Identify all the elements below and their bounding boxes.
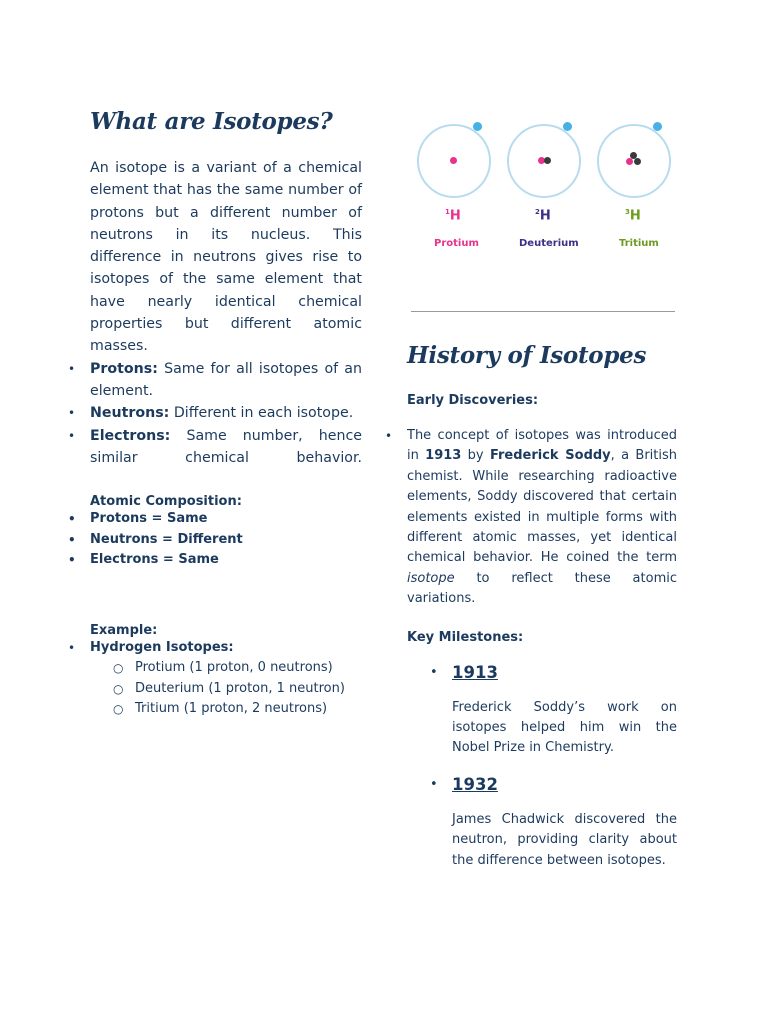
milestone-1913 xyxy=(430,662,677,759)
list-item: • Neutrons = Different xyxy=(90,530,362,551)
term-highlight: isotope xyxy=(407,570,455,586)
bullet-icon: • xyxy=(68,512,76,527)
list-item xyxy=(68,358,362,403)
deuterium-atom xyxy=(507,124,579,196)
bullet-icon: • xyxy=(430,664,438,680)
list-item: ○ Tritium (1 proton, 2 neutrons) xyxy=(135,699,362,719)
item-label: Protons: xyxy=(90,360,158,377)
left-column xyxy=(68,108,362,720)
item-text: Different in each isotope. xyxy=(173,405,354,422)
right-column xyxy=(385,118,678,871)
list-item: • Electrons = Same xyxy=(90,550,362,571)
proton-dot xyxy=(450,157,457,164)
early-list xyxy=(385,426,678,610)
page-title: What are Isotopes? xyxy=(90,108,333,135)
electron-dot xyxy=(653,122,662,131)
deuterium-symbol: $^2$H xyxy=(535,208,551,224)
bullet-icon: • xyxy=(385,429,393,443)
person-highlight: Frederick Soddy xyxy=(489,448,611,464)
neutron-dot xyxy=(634,158,641,165)
item-text: Same for all isotopes of an element. xyxy=(90,360,362,399)
list-item: • The concept of isotopes was introduced in 1913 by Frederick Soddy, a British chemist. While researching radioactive elements, Soddy discovered that certain elements existed in multiple forms with different atomic masses, yet identical chemical behavior. He coined the term isotope to reflect these atomic variations. xyxy=(385,428,678,607)
protium-atom xyxy=(417,124,489,196)
milestone-year: 1913 xyxy=(452,662,498,682)
list-item: • Protons = Same xyxy=(90,509,362,530)
history-title: History of Isotopes xyxy=(407,342,647,369)
electron-dot xyxy=(563,122,572,131)
milestone-text: Frederick Soddy’s work on isotopes helped him win the Nobel Prize in Chemistry. xyxy=(452,699,677,756)
intro-paragraph: An isotope is a variant of a chemical element that has the same number of protons but a different number of neutrons in its nucleus. This difference in neutrons gives rise to isotopes of the same element that have nearly identical chemical properties but different atomic masses. xyxy=(90,160,362,355)
circle-bullet-icon: ○ xyxy=(113,681,124,696)
list-item xyxy=(68,402,362,424)
composition-heading: Atomic Composition: xyxy=(90,494,242,510)
year-highlight: 1913 xyxy=(425,448,462,464)
electron-dot xyxy=(473,122,482,131)
bullet-icon: • xyxy=(68,532,76,547)
list-item xyxy=(68,425,362,470)
section-divider xyxy=(411,311,675,312)
protium-symbol: $^1$H xyxy=(445,208,461,224)
item-label: Electrons: xyxy=(90,427,171,444)
composition-list xyxy=(68,509,362,571)
milestone-1932 xyxy=(430,774,677,871)
example-sublist xyxy=(90,658,362,719)
tritium-label: Tritium xyxy=(619,238,659,249)
item-text: Same number, hence similar chemical behavior. xyxy=(90,427,362,466)
bullet-icon: • xyxy=(430,776,438,792)
list-item: • Hydrogen Isotopes: ○ Protium (1 proton, 0 neutrons) ○ Deuterium (1 proton, 1 neutron) ○ Tritium (1 proton, 2 neutrons) xyxy=(90,638,362,720)
bullet-icon: • xyxy=(68,553,76,568)
tritium-atom xyxy=(597,124,669,196)
bullet-icon: • xyxy=(68,640,76,655)
example-heading: Example: xyxy=(90,622,158,638)
isotope-diagram xyxy=(407,118,677,268)
milestone-year: 1932 xyxy=(452,774,498,794)
milestone-text: James Chadwick discovered the neutron, providing clarity about the difference between isotopes. xyxy=(452,811,677,868)
protium-label: Protium xyxy=(434,238,479,249)
deuterium-label: Deuterium xyxy=(519,238,579,249)
early-heading: Early Discoveries: xyxy=(407,393,539,408)
neutron-dot xyxy=(544,157,551,164)
proton-dot xyxy=(626,158,633,165)
bullet-icon: • xyxy=(68,406,76,421)
bullet-icon: • xyxy=(68,361,76,376)
example-list xyxy=(68,638,362,720)
tritium-symbol: $^3$H xyxy=(625,208,641,224)
particle-list xyxy=(68,358,362,469)
circle-bullet-icon: ○ xyxy=(113,702,124,717)
bullet-icon: • xyxy=(68,428,76,443)
list-item: ○ Deuterium (1 proton, 1 neutron) xyxy=(135,679,362,699)
circle-bullet-icon: ○ xyxy=(113,661,124,676)
item-label: Neutrons: xyxy=(90,405,170,422)
list-item: ○ Protium (1 proton, 0 neutrons) xyxy=(135,658,362,678)
milestones-heading: Key Milestones: xyxy=(407,629,524,645)
